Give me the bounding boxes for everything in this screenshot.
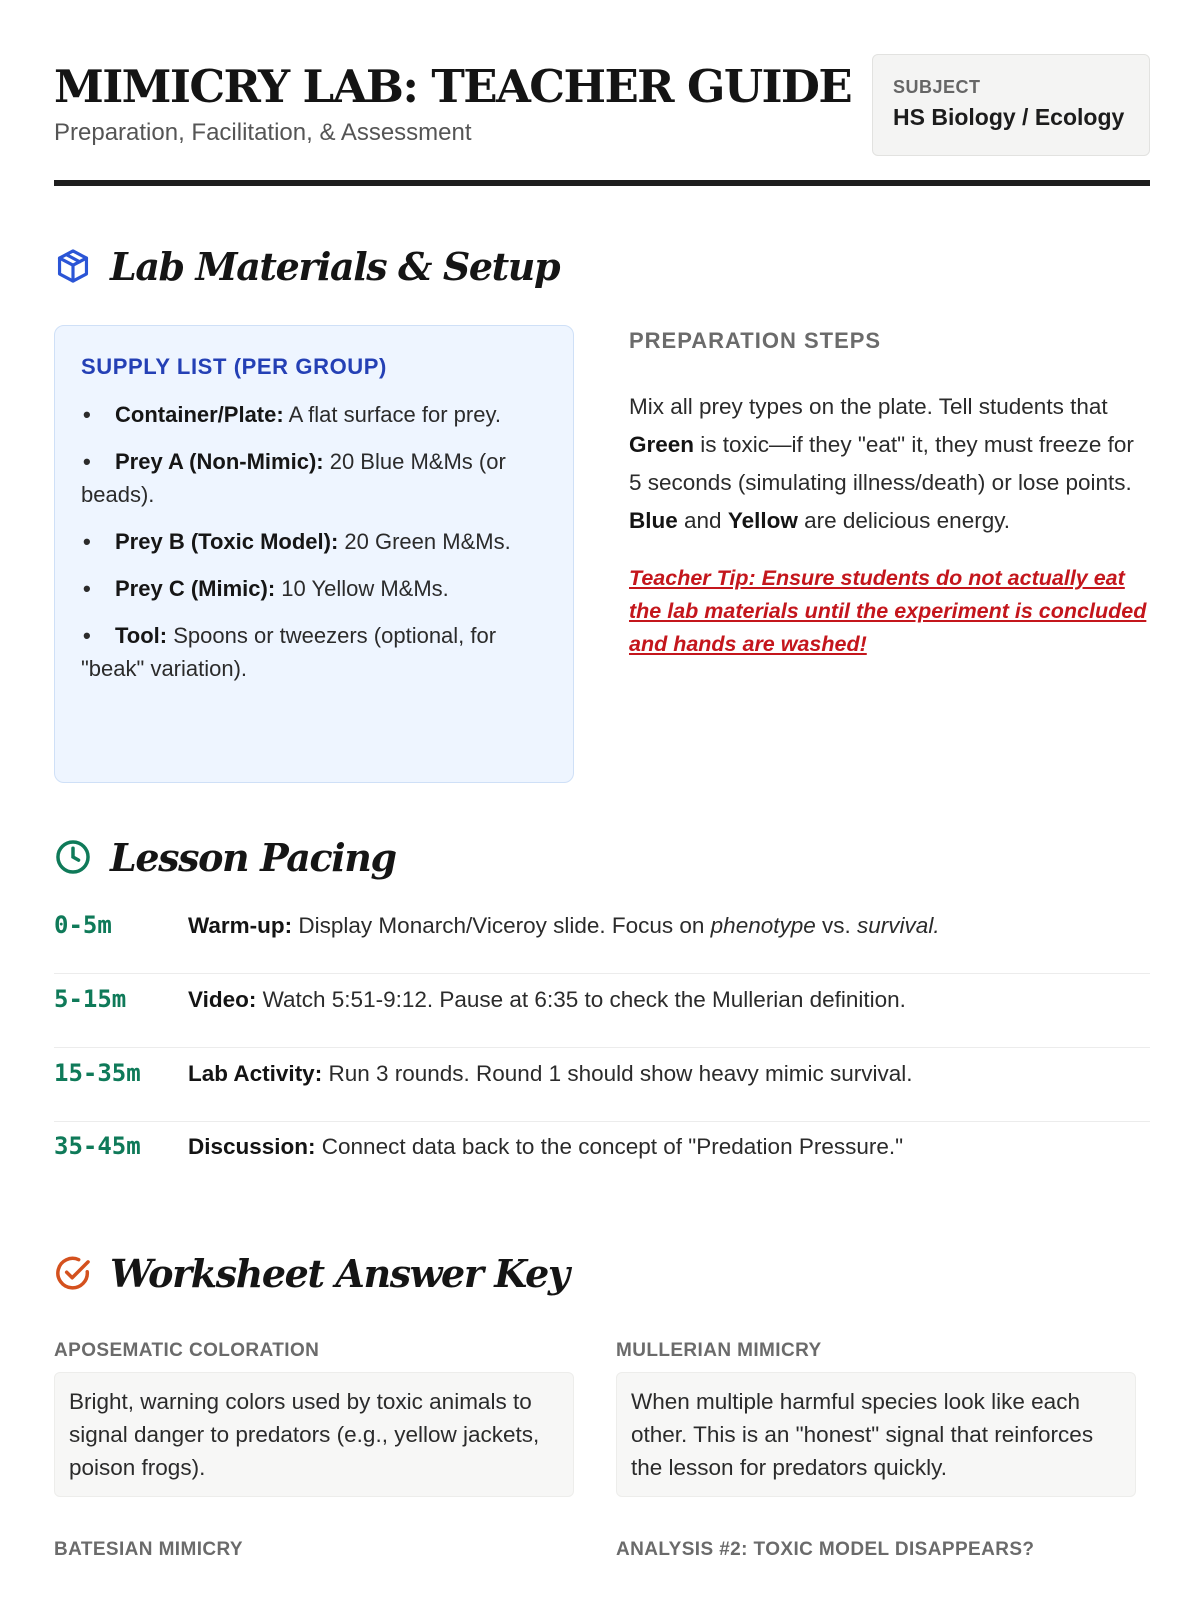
answer-key-label: BATESIAN MIMICRY (54, 1539, 244, 1560)
pacing-text: Video: Watch 5:51-9:12. Pause at 6:35 to check the Mullerian definition. (188, 987, 906, 1012)
answer-key-label: ANALYSIS #2: TOXIC MODEL DISAPPEARS? (616, 1539, 1035, 1560)
pacing-row (54, 1047, 1150, 1122)
header-divider (54, 180, 1150, 186)
answer-key-label: APOSEMATIC COLORATION (54, 1340, 320, 1361)
teacher-tip: Teacher Tip: Ensure students do not actually eat the lab materials until the experiment is concluded and hands are washed! (629, 566, 1147, 656)
answer-key-box: Bright, warning colors used by toxic animals to signal danger to predators (e.g., yellow jackets, poison frogs). (54, 1372, 574, 1497)
list-item: • Prey A (Non-Mimic): 20 Blue M&Ms (or beads). (81, 449, 506, 507)
materials-title: Lab Materials & Setup (110, 243, 560, 289)
pacing-row (54, 1120, 1150, 1195)
clock-icon (54, 838, 92, 876)
pacing-time: 35-45m (54, 1132, 141, 1160)
pacing-row (54, 973, 1150, 1048)
check-circle-icon (54, 1254, 92, 1292)
answer-key-title: Worksheet Answer Key (110, 1250, 569, 1296)
guide-header (54, 52, 1150, 192)
pacing-time: 5-15m (54, 985, 127, 1013)
supply-list-card (54, 325, 574, 783)
answer-key-heading (54, 1248, 569, 1298)
box-icon (54, 247, 92, 285)
preparation-label: PREPARATION STEPS (629, 328, 882, 353)
preparation-text: Mix all prey types on the plate. Tell students that Green is toxic—if they "eat" it, they must freeze for 5 seconds (simulating illness/death) or lose points. Blue and Yellow are delicious energy. (629, 394, 1134, 533)
pacing-title: Lesson Pacing (110, 834, 396, 880)
preparation-column (629, 320, 1150, 661)
pacing-text: Lab Activity: Run 3 rounds. Round 1 should show heavy mimic survival. (188, 1061, 913, 1086)
answer-key-label: MULLERIAN MIMICRY (616, 1340, 822, 1361)
list-item: • Prey C (Mimic): 10 Yellow M&Ms. (83, 576, 449, 601)
pacing-time: 15-35m (54, 1059, 141, 1087)
supply-list (81, 398, 547, 685)
pacing-time: 0-5m (54, 911, 112, 939)
supply-list-title: SUPPLY LIST (PER GROUP) (81, 354, 387, 379)
answer-key-box: When multiple harmful species look like each other. This is an "honest" signal that reinforces the lesson for predators quickly. (616, 1372, 1136, 1497)
page-subtitle: Preparation, Facilitation, & Assessment (54, 119, 472, 146)
pacing-text: Discussion: Connect data back to the concept of "Predation Pressure." (188, 1134, 904, 1159)
pacing-heading (54, 832, 396, 882)
subject-value: HS Biology / Ecology (893, 104, 1125, 130)
subject-label: SUBJECT (893, 77, 981, 97)
subject-card (872, 54, 1150, 156)
pacing-row (54, 899, 1150, 974)
pacing-text: Warm-up: Display Monarch/Viceroy slide. Focus on phenotype vs. survival. (188, 913, 940, 938)
page-title: MIMICRY LAB: TEACHER GUIDE (54, 60, 852, 113)
materials-heading (54, 241, 559, 291)
teacher-guide-page (54, 0, 1150, 1600)
list-item: • Container/Plate: A flat surface for prey. (83, 402, 501, 427)
list-item: • Prey B (Toxic Model): 20 Green M&Ms. (83, 529, 511, 554)
list-item: • Tool: Spoons or tweezers (optional, for "beak" variation). (81, 623, 497, 681)
